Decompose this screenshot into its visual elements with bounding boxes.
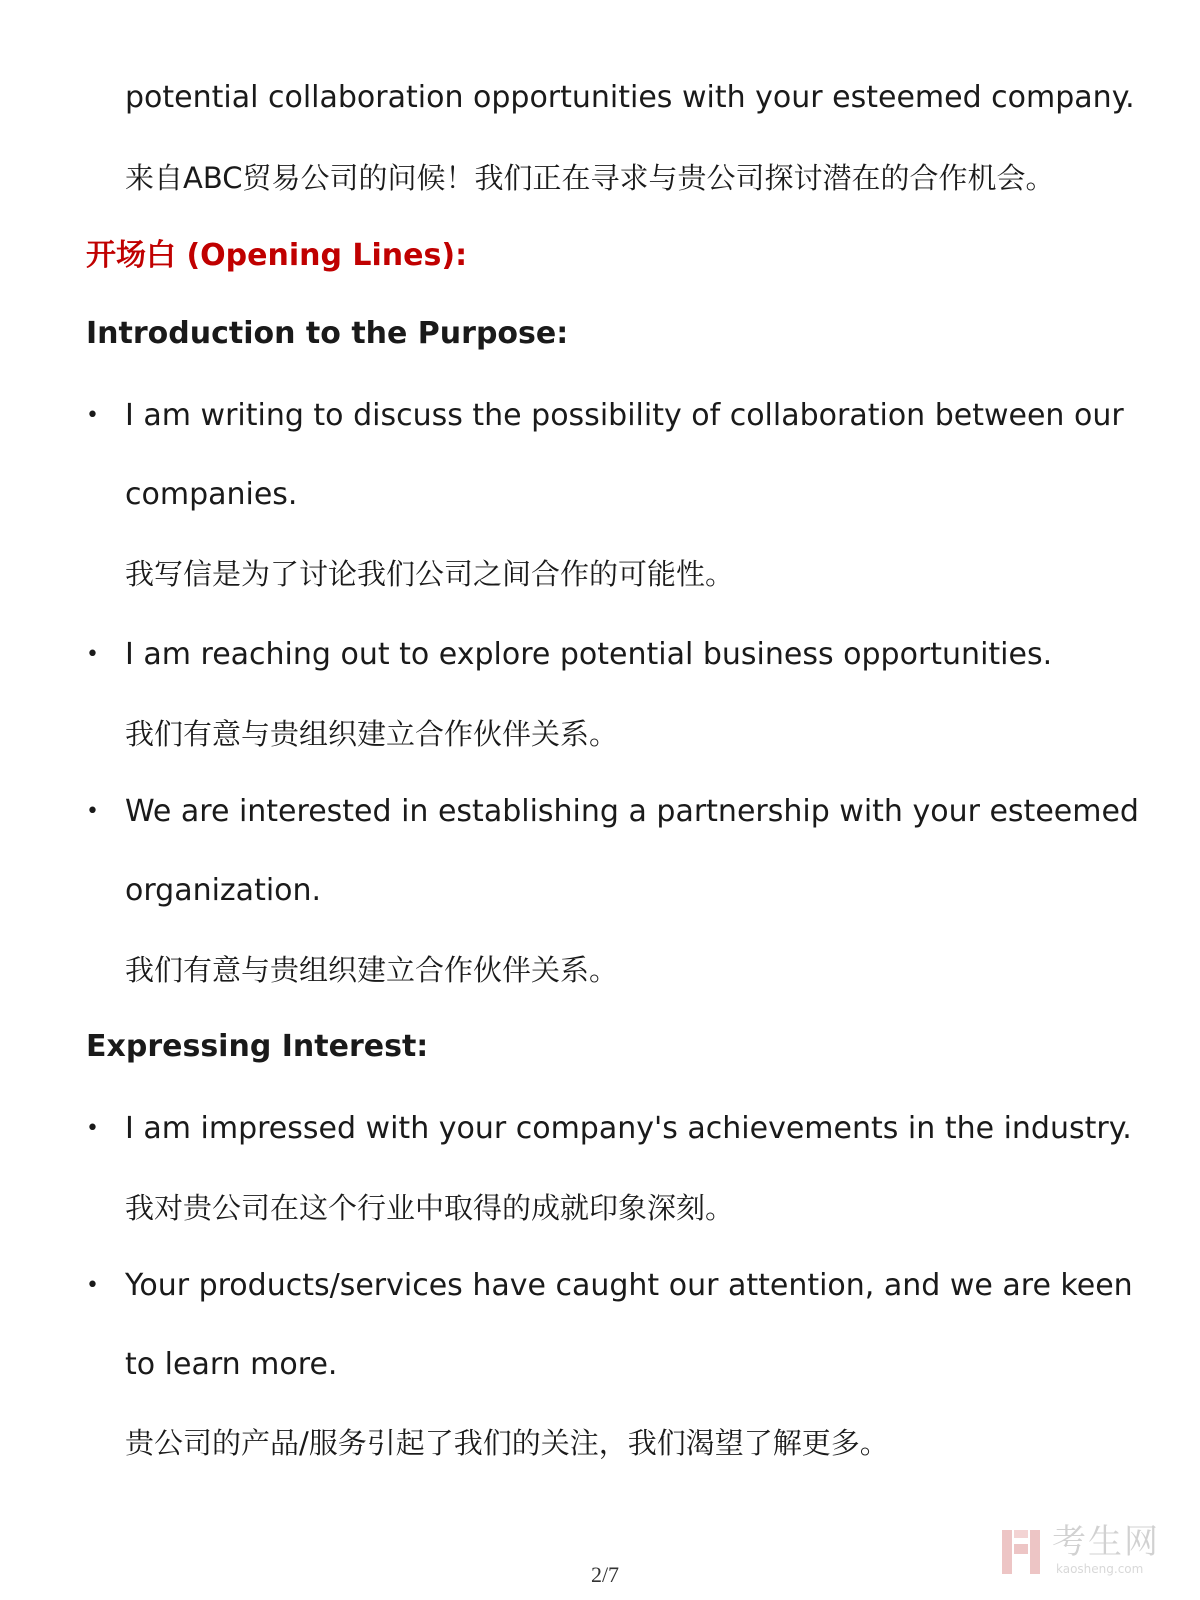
heading-expressing-interest: Expressing Interest:	[86, 1029, 429, 1064]
section-title-opening-lines: 开场白 (Opening Lines):	[86, 238, 468, 273]
bullet-marker: •	[86, 799, 99, 824]
bullet-marker: •	[86, 642, 99, 667]
bullet-marker: •	[86, 403, 99, 428]
watermark-url: kaosheng.com	[1056, 1562, 1144, 1576]
bullet-marker: •	[86, 1116, 99, 1141]
purpose-item-2-zh: 我们有意与贵组织建立合作伙伴关系。	[125, 717, 619, 751]
heading-introduction-purpose: Introduction to the Purpose:	[86, 316, 569, 351]
purpose-item-3-en-line2: organization.	[125, 873, 322, 908]
purpose-item-1-en-line2: companies.	[125, 477, 298, 512]
watermark	[1000, 1518, 1190, 1588]
watermark-title: 考生网	[1052, 1522, 1160, 1562]
interest-item-1-zh: 我对贵公司在这个行业中取得的成就印象深刻。	[125, 1191, 735, 1225]
interest-item-2-en-line1: Your products/services have caught our attention, and we are keen	[125, 1268, 1133, 1303]
page-number: 2/7	[590, 1562, 620, 1587]
intro-line-zh: 来自ABC贸易公司的问候！我们正在寻求与贵公司探讨潜在的合作机会。	[125, 161, 1055, 195]
purpose-item-3-zh: 我们有意与贵组织建立合作伙伴关系。	[125, 953, 619, 987]
interest-item-1-en-line1: I am impressed with your company's achievements in the industry.	[125, 1111, 1132, 1146]
intro-line-en: potential collaboration opportunities with your esteemed company.	[125, 80, 1135, 115]
kaosheng-logo-icon	[1000, 1526, 1044, 1578]
interest-item-2-en-line2: to learn more.	[125, 1347, 338, 1382]
purpose-item-1-zh: 我写信是为了讨论我们公司之间合作的可能性。	[125, 557, 735, 591]
purpose-item-1-en-line1: I am writing to discuss the possibility of collaboration between our	[125, 398, 1124, 433]
purpose-item-2-en-line1: I am reaching out to explore potential business opportunities.	[125, 637, 1053, 672]
interest-item-2-zh: 贵公司的产品/服务引起了我们的关注，我们渴望了解更多。	[125, 1426, 889, 1460]
purpose-item-3-en-line1: We are interested in establishing a partnership with your esteemed	[125, 794, 1139, 829]
bullet-marker: •	[86, 1273, 99, 1298]
